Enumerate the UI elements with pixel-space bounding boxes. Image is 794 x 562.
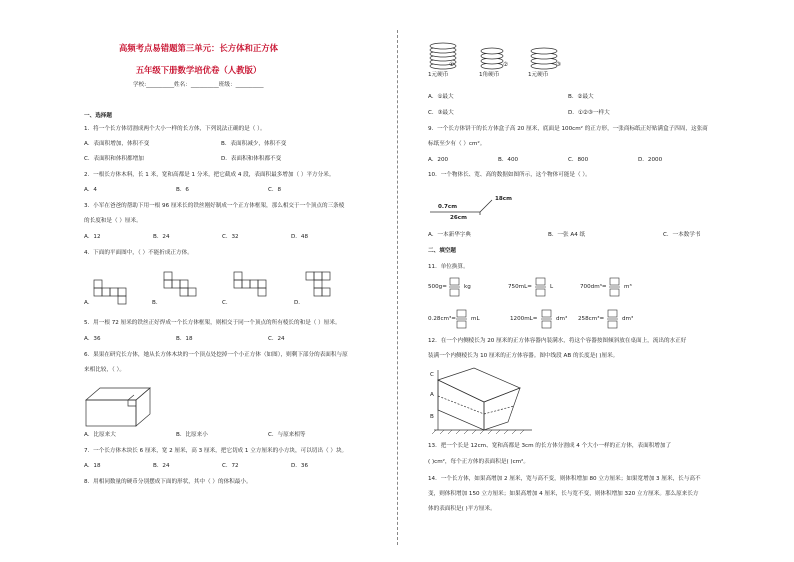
q4-option-b: B．	[152, 300, 162, 306]
q10-option-b: B．一张 A4 纸	[548, 232, 586, 238]
q8-option-d: D．①②③一样大	[568, 110, 610, 116]
unit-conv-2-left: 750mL=	[508, 284, 532, 290]
student-info-line: 学校:__________姓名：__________班级：__________	[133, 82, 264, 88]
question-14-cont: 变，则体积增加 150 立方厘米；如果高增加 4 厘米，长与宽不变，则体积增加 320 立方厘米。那么原来长方	[428, 491, 699, 497]
unit-conv-4-left: 0.28cm³=	[428, 316, 456, 322]
dimension-width-label: 18cm	[495, 196, 512, 202]
question-14: 14．一个长方体，如果高增加 2 厘米，宽与高不变，则体积增加 80 立方厘米；如果宽增加 3 厘米，长与高不	[428, 476, 701, 482]
question-14-end: 体的表面积是( )平方厘米。	[428, 506, 496, 512]
q5-option-c: C．24	[268, 336, 285, 342]
question-3: 3．小军在爸爸的帮助下用一根 96 厘米长的铁丝刚好制成一个正方体框架，那么相交于一个顶点的三条棱	[84, 203, 345, 209]
unit-conv-6-left: 258cm³=	[578, 316, 605, 322]
coin-number-2: ②	[503, 62, 509, 68]
coin-number-3: ③	[556, 62, 562, 68]
question-12-cont: 装满一个内侧棱长为 10 厘米的正方体容器。图中线段 AB 的长度是( )厘米。	[428, 353, 619, 359]
fraction-blank-2	[534, 277, 548, 297]
q2-option-c: C．8	[268, 187, 282, 193]
point-a-label: A	[430, 392, 434, 398]
q1-option-b: B．表面积减少，体积不变	[221, 141, 287, 147]
q8-option-c: C．③最大	[428, 110, 454, 116]
question-1: 1．将一个长方体切割成两个大小一样的长方体，下列说法正确的是（ ）。	[84, 126, 266, 132]
unit-conv-3-left: 700dm³=	[580, 284, 607, 290]
q8-option-a: A．①最大	[428, 94, 454, 100]
question-13-cont: ( )cm²，每个正方体的表面积是( )cm²。	[428, 459, 529, 465]
unit-conv-4-unit: mL	[471, 316, 480, 322]
question-3-cont: 的长度和是（ ）厘米。	[84, 218, 142, 224]
q4-option-a: A．	[84, 300, 94, 306]
q4-option-c: C．	[222, 300, 232, 306]
question-6: 6．果果在研究长方体，她从长方体木块的一个顶点处挖掉一个小正方体（如图），则剩下部分的表面积与原	[84, 352, 348, 358]
question-9: 9．一个长方体饼干的长方体盒子高 20 厘米，底面是 100cm² 的正方形，一张商标纸正好贴满盒子四周，这张商	[428, 126, 708, 132]
question-10: 10．一个物体长、宽、高的数据如图所示，这个物体可能是（ ）。	[428, 172, 591, 178]
fraction-blank-3	[608, 277, 622, 297]
q1-option-c: C．表面积和体积都增加	[84, 156, 144, 162]
fraction-blank-6	[606, 309, 620, 329]
q10-option-a: A．一本新华字典	[428, 232, 471, 238]
q3-option-b: B．24	[153, 234, 170, 240]
q9-option-d: D．2000	[638, 157, 663, 163]
q3-option-a: A．12	[84, 234, 101, 240]
question-5: 5．用一根 72 厘米的铁丝正好焊成一个长方体框架，则相交于同一个顶点的所有棱长的和是（ ）厘米。	[84, 320, 341, 326]
q4-option-d: D．	[294, 300, 304, 306]
dimension-length-label: 26cm	[450, 215, 467, 221]
dimension-height-label: 0.7cm	[438, 204, 458, 210]
fraction-blank-1	[448, 277, 462, 297]
point-c-label: C	[430, 372, 434, 378]
q5-option-b: B．18	[176, 336, 193, 342]
question-2: 2．一根长方体木料，长 1 米，宽和高都是 1 分米，把它截成 4 段，表面积最多增加（ ）平方分米。	[84, 172, 335, 178]
point-b-label: B	[430, 414, 434, 420]
q6-option-a: A．比原来大	[84, 432, 116, 438]
question-7: 7．一个长方体木块长 6 厘米，宽 2 厘米，高 3 厘米，把它切成 1 立方厘米的小方块，可以切出（ ）块。	[84, 448, 348, 454]
question-11: 11．单位换算。	[428, 264, 469, 270]
q3-option-d: D．48	[291, 234, 309, 240]
fraction-blank-4	[455, 309, 469, 329]
question-6-cont: 来相比较，（ ）。	[84, 367, 125, 373]
unit-conv-6-unit: dm³	[622, 316, 634, 322]
q7-option-a: A．18	[84, 463, 101, 469]
coin-number-1: ①	[449, 62, 455, 68]
section-choice-heading: 一、选择题	[84, 113, 112, 119]
coin-label-1: 1元硬币	[428, 72, 449, 78]
q6-cuboid-figure	[84, 382, 164, 432]
question-13: 13．把一个长是 12cm、宽和高都是 3cm 的长方体分割成 4 个大小一样的正方体，表面积增加了	[428, 443, 672, 449]
unit-conv-3-unit: m³	[624, 284, 632, 290]
q4-net-figures	[84, 268, 384, 308]
q1-option-a: A．表面积增加，体积不变	[84, 141, 150, 147]
q6-option-b: B．比原来小	[176, 432, 208, 438]
column-divider	[397, 30, 398, 545]
q6-option-c: C．与原来相等	[268, 432, 306, 438]
q9-option-b: B．400	[498, 157, 519, 163]
unit-conv-1-unit: kg	[464, 284, 471, 290]
coin-label-3: 1元硬币	[528, 72, 549, 78]
q2-option-a: A．4	[84, 187, 97, 193]
q12-tilted-cube-figure	[428, 366, 538, 436]
q7-option-b: B．24	[153, 463, 170, 469]
question-8: 8．用相同数量的硬币分别摆成下面的形状，其中（ ）的体积最小。	[84, 479, 252, 485]
unit-conv-2-unit: L	[550, 284, 554, 290]
unit-conv-5-left: 1200mL=	[510, 316, 538, 322]
q7-option-d: D．36	[291, 463, 309, 469]
q10-option-c: C．一本数学书	[663, 232, 701, 238]
q9-option-a: A．200	[428, 157, 449, 163]
q8-option-b: B．②最大	[568, 94, 594, 100]
q9-option-c: C．800	[568, 157, 589, 163]
question-9-cont: 标纸至少有（ ）cm²。	[428, 141, 486, 147]
unit-conv-5-unit: dm³	[556, 316, 568, 322]
q1-option-d: D．表面积和体积都不变	[221, 156, 282, 162]
coin-stacks-figure	[428, 40, 588, 80]
page-subtitle: 五年级下册数学培优卷（人教版）	[135, 65, 262, 75]
q5-option-a: A．36	[84, 336, 101, 342]
q3-option-c: C．32	[222, 234, 239, 240]
section-fill-heading: 二、填空题	[428, 248, 456, 254]
q7-option-c: C．72	[222, 463, 239, 469]
q2-option-b: B．6	[176, 187, 189, 193]
unit-conv-1-left: 500g=	[428, 284, 447, 290]
question-4: 4．下面的平面图中，（ ）不能折成正方体。	[84, 250, 193, 256]
question-12: 12．在一个内侧棱长为 20 厘米的正方体容器内装满水，将这个容器按图倾斜放在桌面上，流出的水正好	[428, 338, 687, 344]
fraction-blank-5	[540, 309, 554, 329]
coin-label-2: 1角硬币	[479, 72, 500, 78]
page-title: 高频考点易错题第三单元：长方体和正方体	[118, 43, 279, 53]
